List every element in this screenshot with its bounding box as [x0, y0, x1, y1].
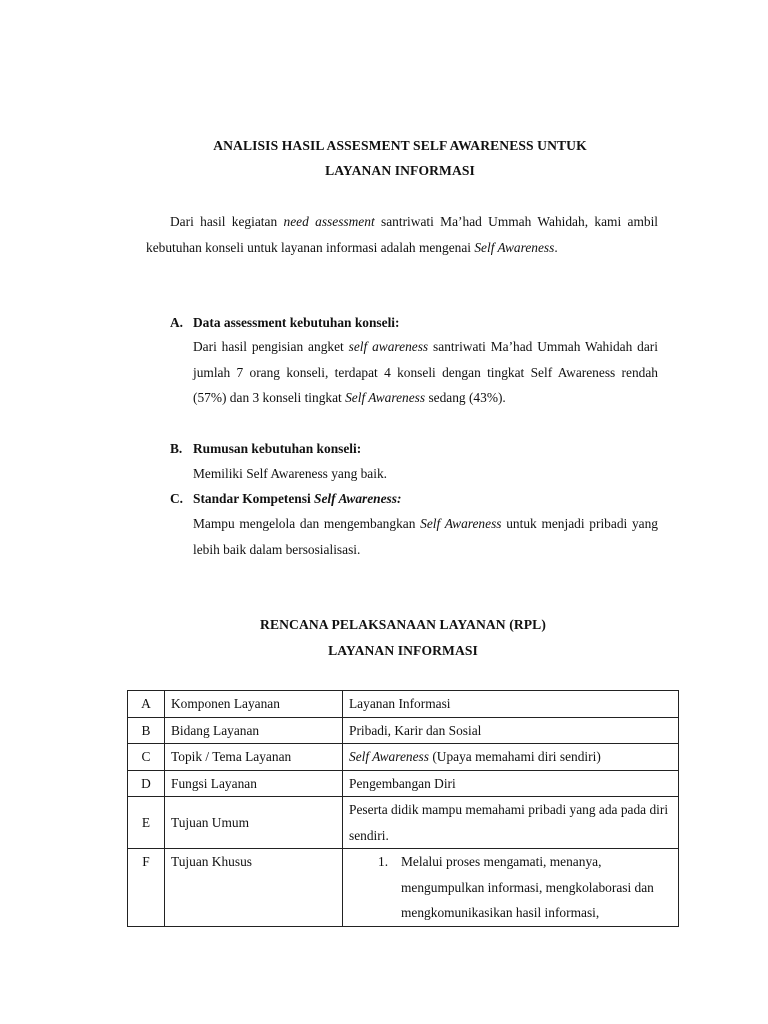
row-label: Topik / Tema Layanan	[165, 744, 343, 771]
section-a-marker: A.	[170, 315, 184, 330]
row-code: D	[128, 770, 165, 797]
section-c-text-2: untuk menjadi pribadi yang lebih baik dalam bersosialisasi.	[193, 516, 658, 557]
section-c-marker: C.	[170, 491, 184, 506]
row-value-text: (Upaya memahami diri sendiri)	[428, 749, 601, 764]
rpl-table	[127, 690, 679, 927]
section-a-em-2: Self Awareness	[345, 390, 426, 405]
row-code: B	[128, 717, 165, 744]
table-row	[128, 770, 679, 797]
section-c-title-em: Self Awareness:	[314, 491, 402, 506]
rpl-title-line-2: LAYANAN INFORMASI	[328, 643, 478, 658]
section-a-title: Data assessment kebutuhan konseli:	[193, 315, 400, 330]
table-row	[128, 744, 679, 771]
row-code: F	[128, 849, 165, 927]
row-label: Fungsi Layanan	[165, 770, 343, 797]
row-label: Komponen Layanan	[165, 691, 343, 718]
doc-title-line-2: LAYANAN INFORMASI	[325, 163, 475, 178]
section-c-title	[193, 491, 401, 507]
intro-em-1: need assessment	[283, 214, 375, 229]
row-code: C	[128, 744, 165, 771]
row-value	[343, 849, 679, 927]
row-label: Tujuan Khusus	[165, 849, 343, 927]
section-a-text-1: Dari hasil pengisian angket	[193, 339, 349, 354]
section-c-text-1: Mampu mengelola dan mengembangkan	[193, 516, 421, 531]
section-c-body	[193, 511, 658, 562]
intro-text-1: Dari hasil kegiatan	[170, 214, 284, 229]
section-c-em-1: Self Awareness	[420, 516, 502, 531]
section-c-title-text: Standar Kompetensi	[193, 491, 315, 506]
row-value: Pengembangan Diri	[343, 770, 679, 797]
intro-text-3: .	[554, 239, 558, 255]
table-row	[128, 797, 679, 849]
section-a-body	[193, 334, 658, 411]
row-value	[343, 744, 679, 771]
section-a-text-3: sedang (43%).	[425, 390, 506, 405]
table-row	[128, 691, 679, 718]
section-a-text-2: santriwati Ma’had Ummah Wahidah dari jumlah 7 orang konseli, terdapat 4 konseli dengan tingkat Self Awareness rendah (57%) dan 3 konseli tingkat	[193, 339, 658, 405]
intro-text-2: santriwati Ma’had Ummah Wahidah, kami ambil kebutuhan konseli untuk layanan informasi adalah mengenai	[146, 214, 659, 255]
list-number: 1.	[378, 854, 389, 869]
row-code: A	[128, 691, 165, 718]
row-value-em: Self Awareness	[349, 749, 429, 764]
section-b-body: Memiliki Self Awareness yang baik.	[193, 466, 388, 481]
list-item	[349, 849, 672, 926]
section-b-marker: B.	[170, 441, 183, 456]
section-a-em-1: self awareness	[348, 339, 429, 354]
table-row	[128, 717, 679, 744]
table-row	[128, 849, 679, 927]
doc-title-line-1: ANALISIS HASIL ASSESMENT SELF AWARENESS UNTUK	[213, 138, 587, 153]
intro-paragraph	[146, 209, 658, 260]
row-value: Pribadi, Karir dan Sosial	[343, 717, 679, 744]
rpl-title-line-1: RENCANA PELAKSANAAN LAYANAN (RPL)	[260, 617, 546, 632]
section-b-title: Rumusan kebutuhan konseli:	[193, 441, 362, 456]
list-item-text: Melalui proses mengamati, menanya, mengumpulkan informasi, mengkolaborasi dan mengkomunikasikan hasil informasi,	[401, 854, 654, 920]
row-value: Peserta didik mampu memahami pribadi yang ada pada diri sendiri.	[343, 797, 679, 849]
row-code: E	[128, 797, 165, 849]
row-value: Layanan Informasi	[343, 691, 679, 718]
intro-em-2: Self Awareness	[474, 239, 555, 255]
row-label: Tujuan Umum	[165, 797, 343, 849]
row-label: Bidang Layanan	[165, 717, 343, 744]
